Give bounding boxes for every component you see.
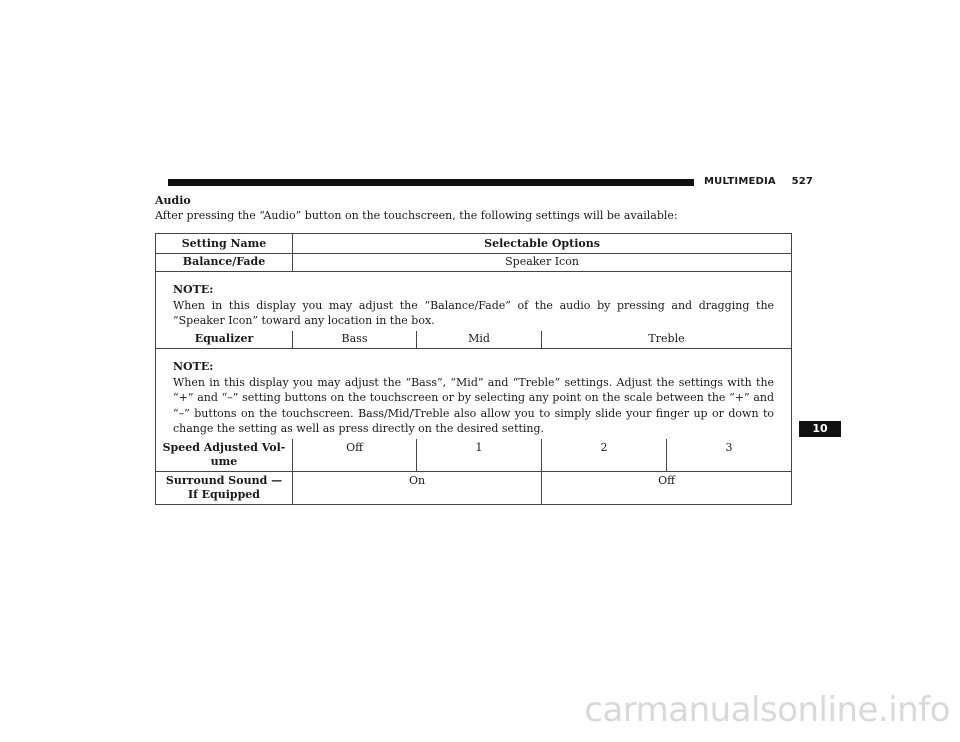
table-row [156, 331, 792, 349]
note-title: NOTE: [173, 360, 214, 373]
option-1: 1 [417, 439, 542, 472]
table-row [156, 439, 792, 472]
note-title: NOTE: [173, 283, 214, 296]
setting-speed-adjusted-volume: Speed Adjusted Vol-ume [156, 439, 293, 472]
table-header-row [156, 234, 792, 254]
header-section: MULTIMEDIA [704, 176, 776, 187]
running-header [704, 176, 813, 187]
table-row [156, 254, 792, 272]
note-balance-fade [156, 272, 792, 331]
page-number: 527 [791, 176, 814, 187]
audio-settings-table [155, 233, 792, 505]
note-row [156, 349, 792, 439]
setting-balance-fade: Balance/Fade [156, 254, 293, 272]
option-2: 2 [542, 439, 667, 472]
setting-surround-sound: Surround Sound — If Equipped [156, 472, 293, 505]
section-title: Audio [155, 194, 191, 207]
option-mid: Mid [417, 331, 542, 349]
option-off: Off [542, 472, 792, 505]
option-on: On [293, 472, 542, 505]
option-off: Off [293, 439, 417, 472]
note-body: When in this display you may adjust the “Balance/Fade” of the audio by pressing and dragging the “Speaker Icon” toward any location in the box. [173, 298, 775, 327]
header-setting-name: Setting Name [156, 234, 293, 254]
header-rule [168, 179, 694, 186]
chapter-tab: 10 [799, 421, 841, 437]
option-speaker-icon: Speaker Icon [293, 254, 792, 272]
option-treble: Treble [542, 331, 792, 349]
table-row [156, 472, 792, 505]
note-equalizer [156, 349, 792, 439]
option-3: 3 [667, 439, 792, 472]
header-selectable-options: Selectable Options [293, 234, 792, 254]
note-row [156, 272, 792, 331]
intro-paragraph: After pressing the “Audio” button on the touchscreen, the following settings will be available: [155, 209, 678, 222]
option-bass: Bass [293, 331, 417, 349]
note-body: When in this display you may adjust the “Bass”, “Mid” and “Treble” settings. Adjust the settings with the “+” and “–” setting buttons on the touchscreen or by selecting any point on the scale between the “+” and “–” buttons on the touchscreen. Bass/Mid/Treble also allow you to simply slide your finger up or down to change the setting as well as press directly on the desired setting. [173, 375, 775, 435]
watermark: carmanualsonline.info [584, 690, 950, 730]
setting-equalizer: Equalizer [156, 331, 293, 349]
